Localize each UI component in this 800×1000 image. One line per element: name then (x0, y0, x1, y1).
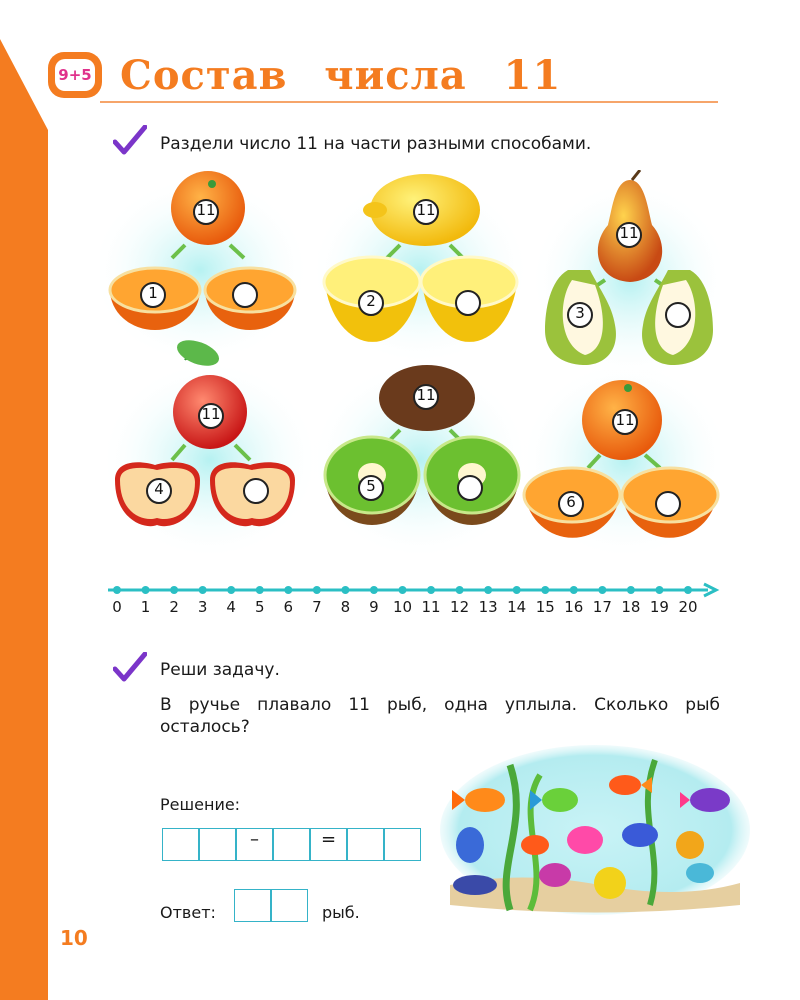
number-line-label: 0 (112, 598, 122, 616)
answer-unit: рыб. (322, 903, 360, 922)
title-badge (48, 52, 102, 98)
number-line-tick (170, 586, 178, 594)
checkmark-icon (113, 652, 147, 682)
part-answer-circle[interactable] (232, 282, 258, 308)
task2-problem: В ручье плавало 11 рыб, одна уплыла. Сколько рыб осталось? (160, 695, 720, 737)
page-title: Состав числа 11 (120, 52, 562, 99)
number-line-tick (456, 586, 464, 594)
minus-sign: – (236, 828, 273, 861)
number-line-tick (627, 586, 635, 594)
solution-boxes (162, 828, 424, 862)
part-number-circle: 4 (146, 478, 172, 504)
answer-label: Ответ: (160, 903, 216, 922)
solution-box[interactable] (273, 828, 310, 861)
title-underline (100, 101, 718, 103)
part-answer-circle[interactable] (243, 478, 269, 504)
part-answer-circle[interactable] (455, 290, 481, 316)
equals-sign: = (310, 828, 347, 861)
number-line-label: 12 (450, 598, 470, 616)
solution-box[interactable] (162, 828, 199, 861)
number-line-label: 18 (621, 598, 641, 616)
number-line-tick (513, 586, 521, 594)
number-line-label: 16 (564, 598, 584, 616)
solution-label: Решение: (160, 795, 241, 814)
number-line-label: 7 (312, 598, 322, 616)
solution-box[interactable] (199, 828, 236, 861)
number-line-label: 13 (478, 598, 498, 616)
number-line-tick (199, 586, 207, 594)
whole-number-circle: 11 (193, 199, 219, 225)
number-line-tick (113, 586, 121, 594)
answer-box[interactable] (234, 889, 271, 922)
solution-box[interactable] (384, 828, 421, 861)
number-line-tick (427, 586, 435, 594)
number-line-label: 20 (678, 598, 698, 616)
whole-number-circle: 11 (413, 384, 439, 410)
number-line-label: 15 (535, 598, 555, 616)
number-line-tick (284, 586, 292, 594)
whole-number-circle: 11 (413, 199, 439, 225)
part-number-circle: 3 (567, 302, 593, 328)
number-line-label: 10 (392, 598, 413, 616)
number-line-tick (399, 586, 407, 594)
number-line-tick (598, 586, 606, 594)
part-number-circle: 6 (558, 491, 584, 517)
part-number-circle: 5 (358, 475, 384, 501)
number-line-label: 1 (140, 598, 151, 616)
whole-number-circle: 11 (616, 222, 642, 248)
number-line-tick (341, 586, 349, 594)
number-line-tick (313, 586, 321, 594)
number-line-label: 4 (226, 598, 236, 616)
number-line-tick (655, 586, 663, 594)
number-line-label: 2 (169, 598, 179, 616)
fish-aquarium-illustration (440, 745, 750, 915)
number-line-tick (570, 586, 578, 594)
page-number: 10 (60, 926, 88, 950)
page-side-band (0, 0, 48, 1000)
part-answer-circle[interactable] (457, 475, 483, 501)
solution-box[interactable] (347, 828, 384, 861)
part-answer-circle[interactable] (665, 302, 691, 328)
number-line-label: 14 (507, 598, 527, 616)
badge-label: 9+5 (55, 59, 95, 91)
number-line-tick (256, 586, 264, 594)
number-line-label: 11 (421, 598, 441, 616)
number-line-label: 17 (592, 598, 612, 616)
number-line-tick (684, 586, 692, 594)
whole-number-circle: 11 (198, 403, 224, 429)
answer-boxes (234, 889, 308, 923)
number-line (108, 580, 720, 600)
part-number-circle: 2 (358, 290, 384, 316)
checkmark-icon (113, 125, 147, 155)
number-line-label: 19 (649, 598, 669, 616)
number-line-tick (227, 586, 235, 594)
number-line-tick (142, 586, 150, 594)
number-line-label: 5 (254, 598, 265, 616)
part-answer-circle[interactable] (655, 491, 681, 517)
number-line-tick (484, 586, 492, 594)
task1-instruction: Раздели число 11 на части разными способами. (160, 134, 592, 154)
answer-box[interactable] (271, 889, 308, 922)
number-line-label: 9 (369, 598, 379, 616)
number-line-label: 3 (197, 598, 208, 616)
whole-number-circle: 11 (612, 409, 638, 435)
number-line-label: 8 (340, 598, 351, 616)
number-line-tick (541, 586, 549, 594)
task2-heading: Реши задачу. (160, 660, 280, 680)
number-line-label: 6 (283, 598, 294, 616)
part-number-circle: 1 (140, 282, 166, 308)
number-line-tick (370, 586, 378, 594)
